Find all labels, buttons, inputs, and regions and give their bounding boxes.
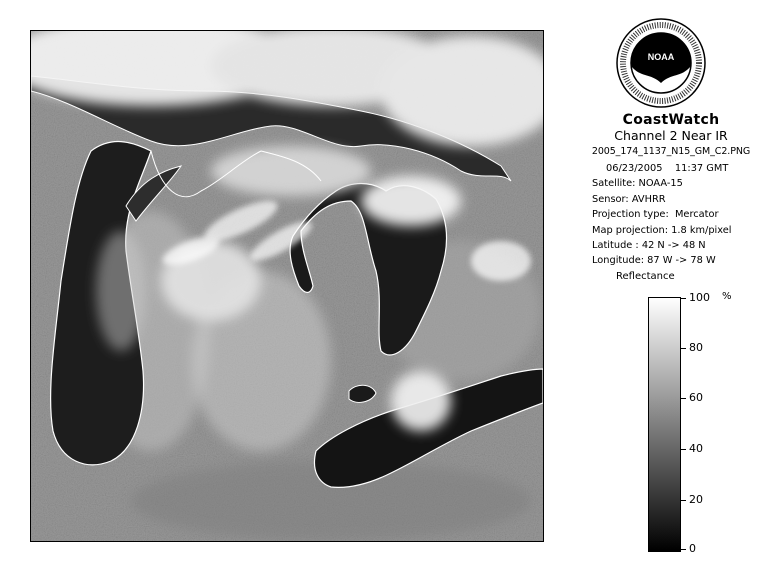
metadata-block <box>592 161 732 269</box>
tick-label: 100 <box>680 292 710 303</box>
satellite-line: Satellite: NOAA-15 <box>592 178 683 190</box>
map-svg <box>31 31 543 541</box>
product-title: CoastWatch <box>622 112 720 128</box>
acquisition-datetime: 06/23/2005 11:37 GMT <box>606 163 729 174</box>
logo-center-text: NOAA <box>647 52 675 62</box>
info-panel <box>560 0 782 572</box>
image-filename: 2005_174_1137_N15_GM_C2.PNG <box>591 146 751 157</box>
tick-label: 40 <box>680 443 703 454</box>
noaa-logo <box>616 18 706 108</box>
map-projection-line: Map projection: 1.8 km/pixel <box>592 224 732 236</box>
colorbar <box>648 297 681 552</box>
colorbar-label: Reflectance <box>616 271 675 282</box>
tick-label: 0 <box>680 543 696 554</box>
tick-label: 80 <box>680 342 703 353</box>
channel-subtitle: Channel 2 Near IR <box>614 128 728 143</box>
tick-label: 60 <box>680 392 703 403</box>
sensor-line: Sensor: AVHRR <box>592 193 666 205</box>
projection-type-line: Projection type: Mercator <box>592 209 719 221</box>
tick-label: 20 <box>680 494 703 505</box>
latitude-line: Latitude : 42 N -> 48 N <box>592 240 706 252</box>
satellite-map <box>30 30 544 542</box>
colorbar-unit: % <box>722 291 732 302</box>
longitude-line: Longitude: 87 W -> 78 W <box>592 255 716 267</box>
colorbar-ticks <box>680 291 740 555</box>
